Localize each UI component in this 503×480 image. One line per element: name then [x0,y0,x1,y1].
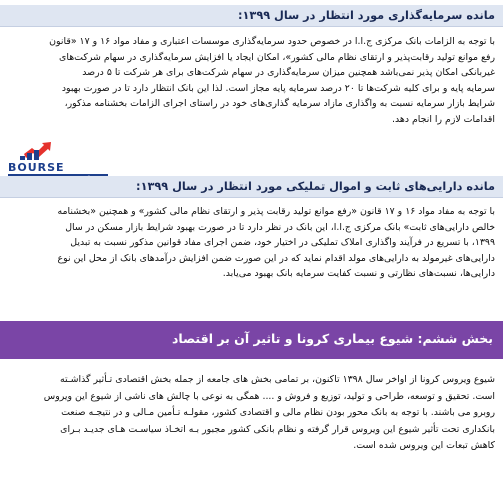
paragraph-corona [10,372,495,455]
text-line: کاهش تبعات این ویروس شده است. [353,440,495,451]
text-line: با توجه به الزامات بانک مرکزی ج.ا.ا در خصوص حدود سرمایه‌گذاری موسسات اعتباری و مفاد مواد ۱۶ و ۱۷ «قانون [49,36,495,47]
text-line: است. تحقیق و توسعه، طراحی و تولید، توزیع و فروش و .... همگی به نوعی با چالش های ناشی از شیوع این ویروس [43,390,495,402]
text-line: بانکداری تحت تأثیر شیوع این ویروس قرار گرفته و نظام بانکی کشور مجبور بـه اتخـاذ سیاسـت هـای جدیـد بـرای [60,423,495,435]
logo-arrow-icon [20,142,51,160]
text-line: روبرو می باشند. با توجه به بانک محور بودن نظام مالی و اقتصادی کشور، مقولـه تـأمین مـالی و در نتیجـه صنعت [61,407,495,418]
text-line: اقدامات لازم را انجام دهد. [392,113,495,125]
text-line: ۱۳۹۹، با تسریع در فرآیند واگذاری املاک تملیکی در اختیار خود، ضمن اجرای مفاد قوانین مذکور نسبت به تبدیل [70,237,495,249]
text-line: دارایی‌ها، نسبت‌های نظارتی و نسبت کفایت سرمایه بانک بهبود می‌یابد. [222,268,495,280]
paragraph-investment [10,34,495,128]
text-line: رفع موانع تولید رقابت‌پذیر و ارتقای نظام مالی کشور»، امکان ایجاد یا افزایش سرمایه‌گذاری در سهام شرکت‌های [59,51,495,63]
text-line: دارایی‌های غیرمولد به دارایی‌های مولد اقدام نماید که در این صورت ضمن افزایش درآمدهای بانک از محل این نوع [57,252,495,264]
text-line: با توجه به مفاد مواد ۱۶ و ۱۷ قانون «رفع موانع تولید رقابت پذیر و ارتقای نظام مالی کشور» و همچنین «بخشنامه [57,206,495,217]
text-line: غیربانکی امکان پذیر نمی‌باشد همچنین میزان سرمایه‌گذاری در سهام شرکت‌های برای هر شرکت تا ۵ درصد [82,67,495,79]
text-line: سرمایه پایه و برای کلیه شرکت‌ها تا ۲۰ درصد سرمایه پایه مجاز است. لذا این بانک انتظار دارد تا در صورت بهبود [61,82,495,94]
text-line: خالص دارایی‌های ثابت» بانک مرکزی ج.ا.ا، این بانک در نظر دارد تا در صورت بهبود شرایط بازار مسکن در سال [65,221,495,233]
paragraph-fixed-assets [10,204,495,282]
text-line: شیوع ویروس کرونا از اواخر سال ۱۳۹۸ تاکنون، بر تمامی بخش های جامعه از جمله بخش اقتصادی تـأثیر گذاشـته [60,374,495,385]
logo-wordmark: BOURSE [8,161,65,174]
text-line: شرایط بازار سرمایه نسبت به واگذاری مازاد سرمایه گذاری‌های خود در راستای اجرای الزامات بخشنامه مذکور، [64,98,495,110]
section-heading-fixed-assets: مانده دارایی‌های ثابت و اموال تملیکی مورد انتظار در سال ۱۳۹۹: [0,176,503,198]
section-heading-investment: مانده سرمایه‌گذاری مورد انتظار در سال ۱۳۹۹: [0,5,503,27]
section-six-banner: بخش ششم: شیوع بیماری کرونا و تاثیر آن بر اقتصاد [0,321,503,359]
